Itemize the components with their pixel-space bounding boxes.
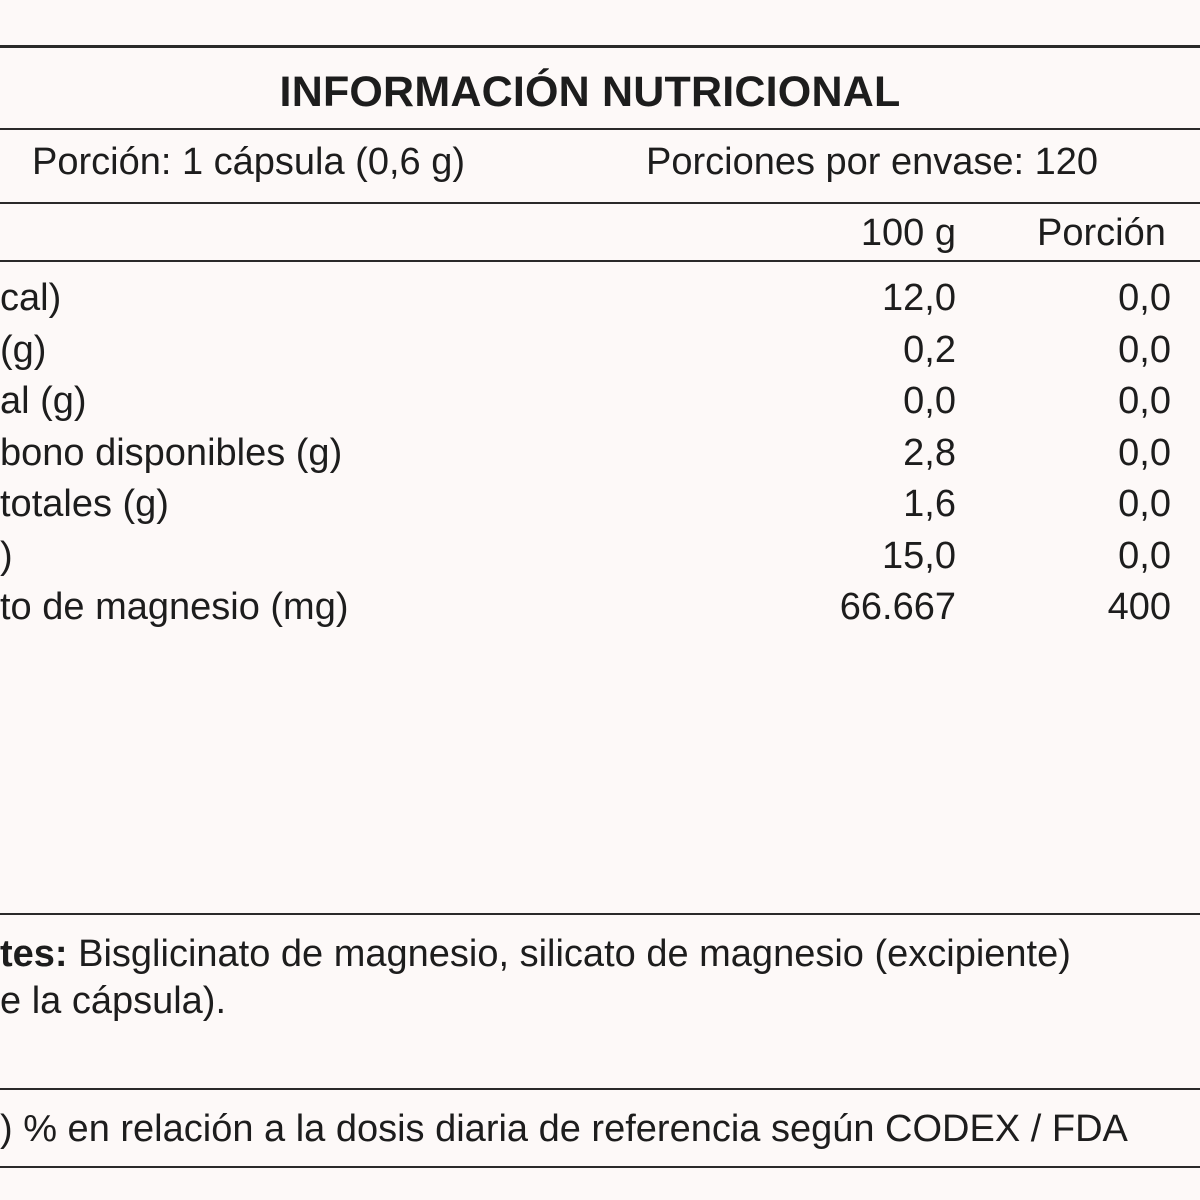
ingredients-text: Bisglicinato de magnesio, silicato de magnesio (excipiente) [67, 933, 1071, 975]
ingredients-line-2: e la cápsula). [0, 980, 227, 1022]
footnote-bottom-rule [0, 1166, 1200, 1168]
label-title: INFORMACIÓN NUTRICIONAL [279, 68, 901, 116]
nutrient-name: al (g) [0, 380, 87, 422]
nutrient-value-100g: 15,0 [882, 535, 956, 577]
nutrient-value-portion: 0,0 [1118, 277, 1171, 319]
nutrient-value-portion: 0,0 [1118, 380, 1171, 422]
nutrient-value-100g: 0,2 [903, 329, 956, 371]
column-header-portion: Porción [1037, 212, 1166, 254]
nutrient-name: bono disponibles (g) [0, 432, 343, 474]
nutrient-value-100g: 12,0 [882, 277, 956, 319]
nutrient-value-100g: 2,8 [903, 432, 956, 474]
top-rule [0, 45, 1200, 48]
nutrient-value-100g: 66.667 [839, 586, 956, 628]
nutrient-value-portion: 0,0 [1118, 432, 1171, 474]
nutrient-value-portion: 0,0 [1118, 329, 1171, 371]
table-bottom-rule [0, 913, 1200, 915]
nutrient-name: cal) [0, 277, 62, 319]
serving-size: Porción: 1 cápsula (0,6 g) [32, 141, 466, 183]
column-header-100g: 100 g [860, 212, 956, 254]
nutrient-value-portion: 0,0 [1118, 483, 1171, 525]
nutrient-value-portion: 0,0 [1118, 535, 1171, 577]
ingredients-label: tes: [0, 933, 68, 975]
nutrient-value-100g: 0,0 [903, 380, 956, 422]
ingredients-line-1 [0, 935, 1071, 973]
servings-per-container: Porciones por envase: 120 [646, 141, 1099, 183]
daily-value-footnote: ) % en relación a la dosis diaria de referencia según CODEX / FDA [0, 1108, 1128, 1150]
nutrient-value-100g: 1,6 [903, 483, 956, 525]
header-divider [0, 260, 1200, 262]
title-divider [0, 128, 1200, 130]
nutrient-value-portion: 400 [1107, 586, 1171, 628]
nutrient-name: (g) [0, 329, 47, 371]
nutrient-name: ) [0, 535, 13, 577]
ingredients-bottom-rule [0, 1088, 1200, 1090]
nutrient-name: totales (g) [0, 483, 169, 525]
serving-divider [0, 202, 1200, 204]
nutrient-name: to de magnesio (mg) [0, 586, 349, 628]
